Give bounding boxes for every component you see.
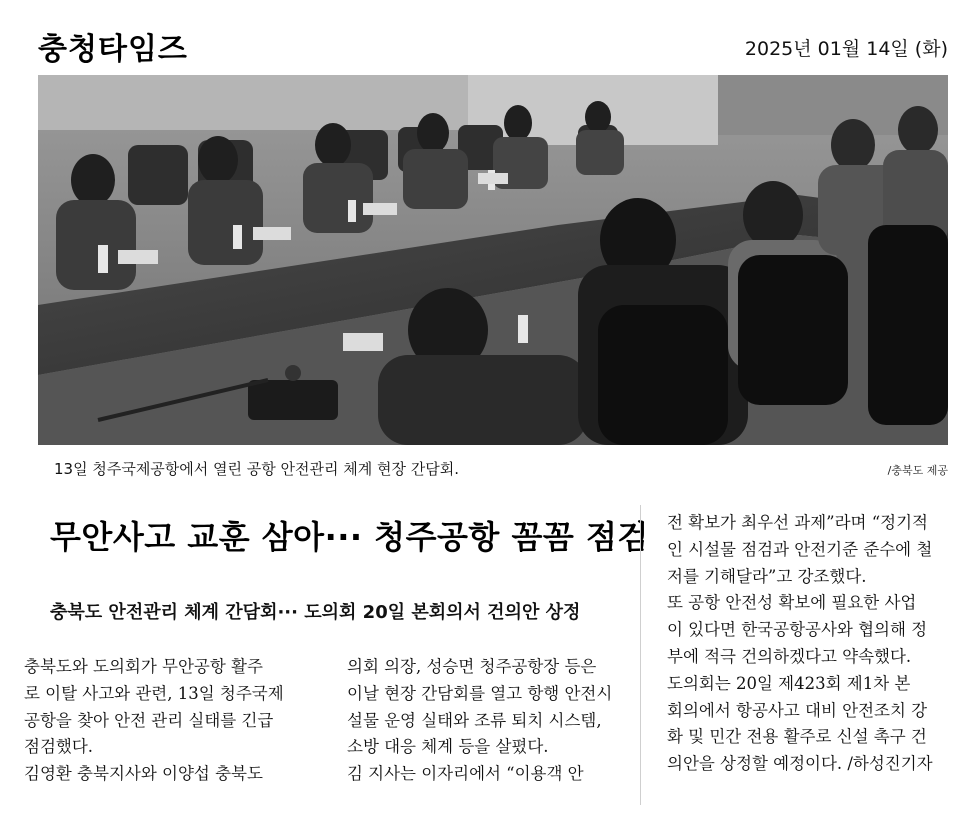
body-column-1 — [24, 654, 324, 788]
body-line: 설물 운영 실태와 조류 퇴치 시스템, — [347, 710, 602, 730]
article-photo — [38, 75, 948, 445]
body-line: 소방 대응 체계 등을 살폈다. — [347, 737, 549, 757]
body-line: 화 및 민간 전용 활주로 신설 촉구 건 — [667, 727, 927, 747]
body-line: 김 지사는 이자리에서 “이용객 안 — [347, 764, 584, 784]
body-line: 공항을 찾아 안전 관리 실태를 긴급 — [24, 710, 274, 730]
body-line: 저를 기해달라”고 강조했다. — [667, 566, 867, 586]
body-line: 부에 적극 건의하겠다고 약속했다. — [667, 646, 912, 666]
masthead: 충청타임즈 — [38, 32, 188, 67]
body-column-2 — [347, 654, 642, 788]
meeting-photo-illustration — [38, 75, 948, 445]
subheadline: 충북도 안전관리 체계 간담회··· 도의회 20일 본회의서 건의안 상정 — [50, 602, 581, 623]
headline: 무안사고 교훈 삼아··· 청주공항 꼼꼼 점검 — [50, 518, 649, 556]
photo-credit: /충북도 제공 — [887, 464, 948, 477]
body-line: 이 있다면 한국공항공사와 협의해 정 — [667, 620, 928, 640]
column-divider — [640, 505, 641, 805]
body-line: 의회 의장, 성승면 청주공항장 등은 — [347, 657, 597, 676]
body-line: 회의에서 항공사고 대비 안전조치 강 — [667, 700, 928, 720]
body-line: 또 공항 안전성 확보에 필요한 사업 — [667, 593, 917, 613]
photo-caption: 13일 청주국제공항에서 열린 공항 안전관리 체계 현장 간담회. — [54, 460, 459, 478]
body-line: 인 시설물 점검과 안전기준 준수에 철 — [667, 539, 933, 559]
body-line: 로 이탈 사고와 관련, 13일 청주국제 — [24, 683, 284, 703]
body-line: 도의회는 20일 제423회 제1차 본 — [667, 673, 911, 693]
body-line: 전 확보가 최우선 과제”라며 “정기적 — [667, 513, 928, 532]
body-column-3 — [667, 510, 957, 778]
body-line: 이날 현장 간담회를 열고 항행 안전시 — [347, 683, 613, 703]
body-line: 충북도와 도의회가 무안공항 활주 — [24, 657, 263, 676]
body-line: 점검했다. — [24, 737, 94, 757]
body-line: 김영환 충북지사와 이양섭 충북도 — [24, 764, 263, 784]
publication-date: 2025년 01월 14일 (화) — [744, 38, 948, 60]
body-line: 의안을 상정할 예정이다. /하성진기자 — [667, 754, 933, 774]
